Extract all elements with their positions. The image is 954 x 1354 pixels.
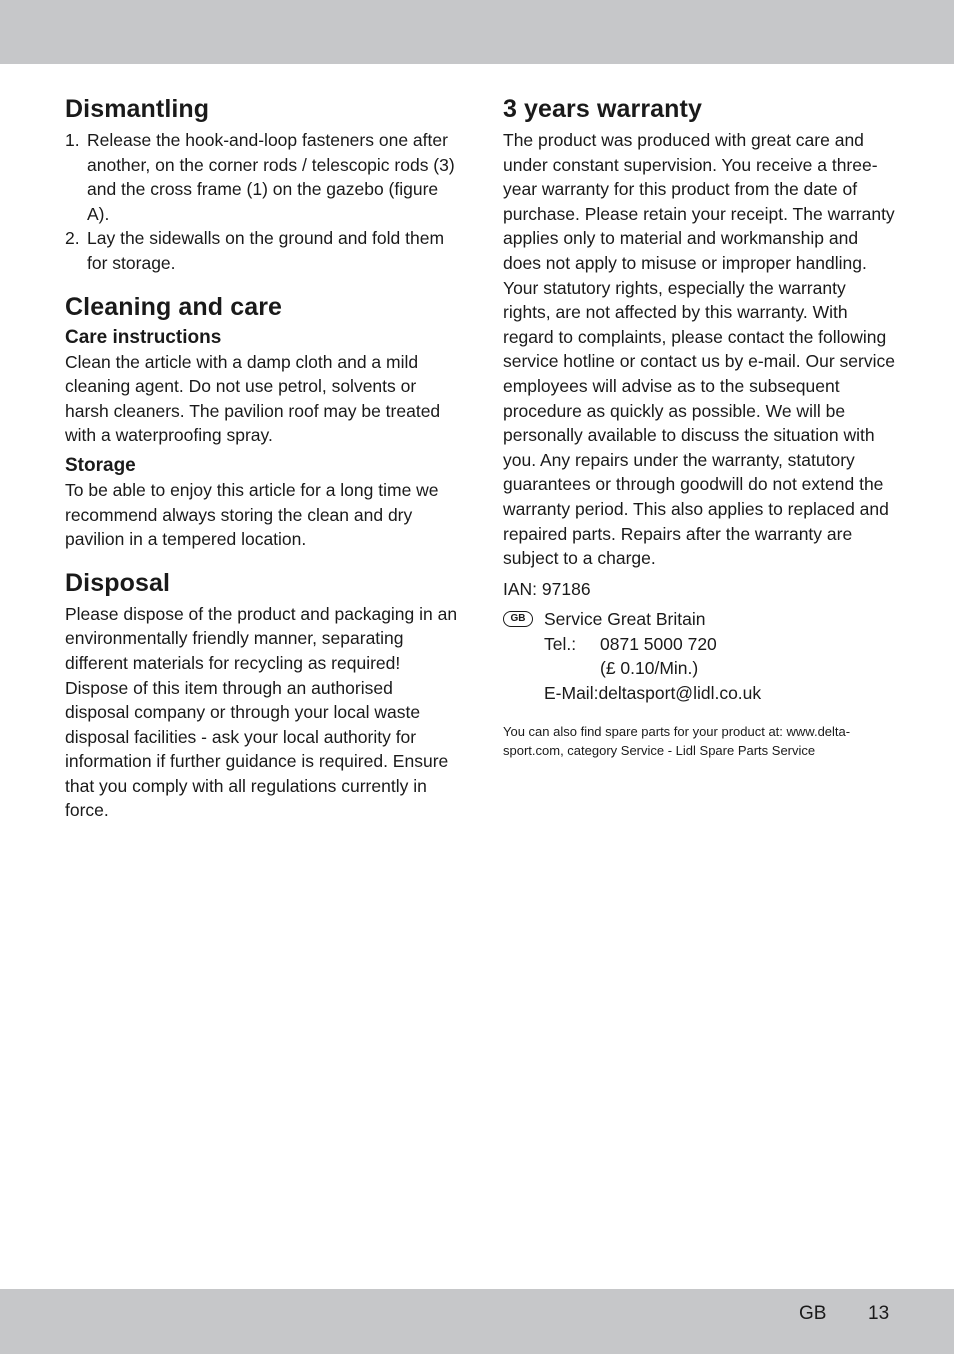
right-column (503, 92, 898, 760)
footer-language-code: GB (799, 1303, 827, 1324)
cleaning-heading: Cleaning and care (65, 292, 283, 321)
disposal-text: Please dispose of the product and packaging in an environmentally friendly manner, separating different materials for recycling as required! Dispose of this item through an authorised disposal company or through your local waste disposal facilities - ask your local authority for information if further guidance is required. Ensure that you comply with all regulations currently in force. (65, 603, 458, 821)
storage-heading: Storage (65, 454, 136, 476)
email-address: E-Mail:deltasport@lidl.co.uk (544, 683, 762, 704)
dismantling-steps (65, 128, 460, 276)
gb-country-icon: GB (503, 611, 533, 627)
warranty-text: The product was produced with great care and under constant supervision. You receive a three-year warranty for this product from the date of purchase. Please retain your receipt. The warranty applies only to material and workmanship and does not apply to misuse or improper handling. Your statutory rights, especially the warranty rights, are not affected by this warranty. With regard to complaints, please contact the following service hotline or contact us by e-mail. Our service employees will advise as to the subsequent procedure as quickly as possible. We will be personally available to discuss the situation with you. Any repairs under the warranty, statutory guarantees or through goodwill do not extend the warranty period. This also applies to replaced and repaired parts. Repairs after the warranty are subject to a charge. (503, 130, 895, 569)
step-text: Lay the sidewalls on the ground and fold them for storage. (87, 228, 445, 273)
service-title: Service Great Britain (544, 609, 706, 630)
left-column (65, 92, 460, 823)
step-number: 1. (65, 130, 80, 150)
header-band (0, 0, 954, 64)
warranty-heading: 3 years warranty (503, 95, 702, 123)
page-number: 13 (868, 1303, 890, 1324)
disposal-heading: Disposal (65, 568, 170, 597)
care-instructions-text: Clean the article with a damp cloth and a mild cleaning agent. Do not use petrol, solvents or harsh cleaners. The pavilion roof may be treated with a waterproofing spray. (65, 351, 441, 446)
telephone-price: (£ 0.10/Min.) (600, 658, 699, 679)
telephone-label: Tel.: (544, 633, 577, 654)
spare-parts-note: You can also find spare parts for your product at: www.delta-sport.com, category Service - Lidl Spare Parts Service (503, 723, 851, 758)
telephone-number: 0871 5000 720 (600, 633, 717, 654)
service-contact (503, 607, 898, 705)
step-text: Release the hook-and-loop fasteners one after another, on the corner rods / telescopic rods (3) and the cross frame (1) on the gazebo (figure A). (87, 130, 455, 224)
ian-number: IAN: 97186 (503, 578, 591, 599)
dismantling-heading: Dismantling (65, 95, 210, 123)
step-number: 2. (65, 228, 80, 249)
list-item (65, 226, 460, 275)
telephone-row (544, 632, 898, 657)
list-item (65, 128, 460, 226)
storage-text: To be able to enjoy this article for a long time we recommend always storing the clean and dry pavilion in a tempered location. (65, 479, 439, 550)
care-instructions-heading: Care instructions (65, 326, 222, 348)
